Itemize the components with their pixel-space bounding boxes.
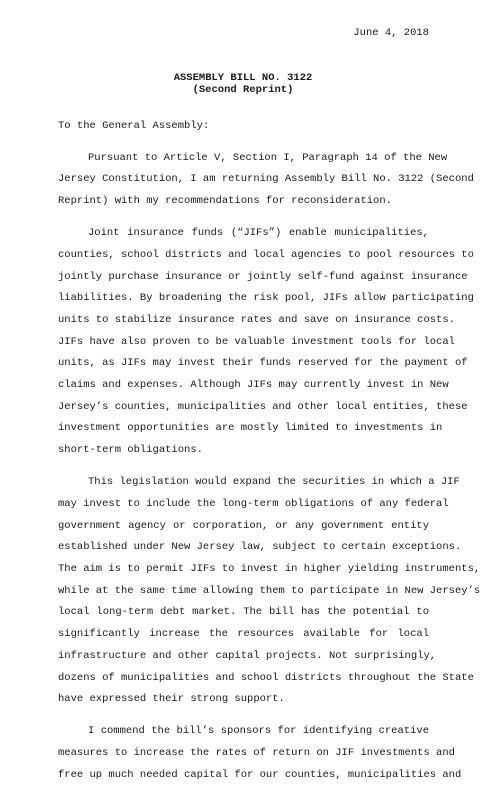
bill-subtitle: (Second Reprint) [192,84,294,96]
paragraph-line: may invest to include the long-term obligations of any federal [58,498,449,511]
salutation: To the General Assembly: [58,120,210,132]
paragraph-line: Reprint) with my recommendations for reconsideration. [58,195,392,208]
paragraph-line: liabilities. By broadening the risk pool, JIFs allow participating [58,292,474,305]
paragraph-line: have expressed their strong support. [58,693,285,706]
paragraph-line: Jersey Constitution, I am returning Assembly Bill No. 3122 (Second [58,173,474,186]
paragraph-line: government agency or corporation, or any government entity [58,519,429,532]
paragraph-line: significantly increase the resources available for local [58,628,429,641]
paragraph-line: The aim is to permit JIFs to invest in higher yielding instruments, [58,563,481,576]
bill-title: ASSEMBLY BILL NO. 3122 [173,72,313,84]
paragraph-line: Joint insurance funds (“JIFs”) enable municipalities, [88,227,429,240]
paragraph-line: This legislation would expand the securities in which a JIF [88,476,460,489]
paragraph-line: Pursuant to Article V, Section I, Paragraph 14 of the New [88,151,448,164]
paragraph-line: Jersey’s counties, municipalities and other local entities, these [58,400,468,413]
paragraph-1 [58,148,474,213]
paragraph-3 [58,472,481,711]
letter-body [58,116,481,797]
paragraph-line: measures to increase the rates of return on JIF investments and [58,747,455,760]
paragraph-line: investment opportunities are mostly limited to investments in [58,422,443,435]
paragraph-line: free up much needed capital for our counties, municipalities and [58,768,462,781]
paragraph-line: while at the same time allowing them to participate in New Jersey’s [58,584,481,597]
paragraph-line: infrastructure and other capital projects. Not surprisingly, [58,649,437,662]
paragraph-line: counties, school districts and local agencies to pool resources to [58,248,474,261]
paragraph-line: local long-term debt market. The bill has the potential to [58,606,429,619]
paragraph-line: units to stabilize insurance rates and save on insurance costs. [58,314,455,327]
paragraph-line: dozens of municipalities and school districts throughout the State [58,671,474,684]
paragraph-line: short-term obligations. [58,444,203,457]
paragraph-line: units, as JIFs may invest their funds reserved for the payment of [58,357,468,370]
paragraph-line: claims and expenses. Although JIFs may currently invest in New [58,379,449,392]
paragraph-4 [58,721,462,786]
paragraph-line: established under New Jersey law, subject to certain exceptions. [58,541,462,554]
paragraph-line: JIFs have also proven to be valuable investment tools for local [58,335,455,348]
bill-title-block [0,72,486,96]
paragraph-line: I commend the bill’s sponsors for identifying creative [88,725,429,738]
paragraph-2 [58,223,474,462]
letter-date: June 4, 2018 [353,27,429,39]
paragraph-line: jointly purchase insurance or jointly self-fund against insurance [58,270,468,283]
